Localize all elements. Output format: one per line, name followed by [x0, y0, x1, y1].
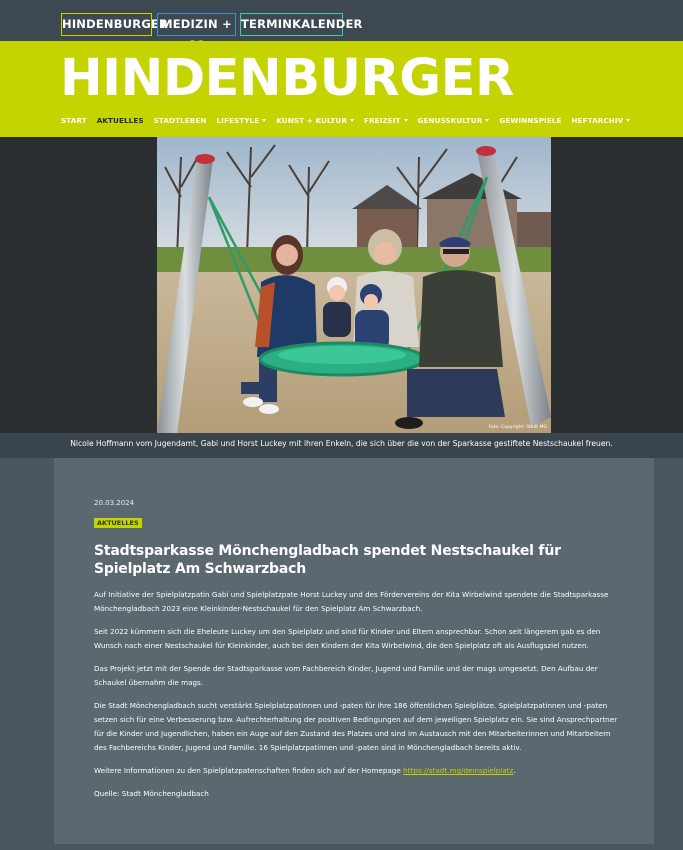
nav-item-start[interactable] — [61, 116, 87, 128]
article-title: Stadtsparkasse Mönchengladbach spendet Nestschaukel für Spielplatz Am Schwarzbach — [94, 543, 561, 577]
nav-label: STADTLEBEN — [153, 116, 207, 125]
nav-label: START — [61, 116, 87, 125]
hero-photo — [157, 137, 551, 433]
chevron-down-icon — [262, 119, 266, 122]
site-logo[interactable]: HINDENBURGER — [60, 49, 514, 108]
nav-item-lifestyle[interactable] — [217, 116, 267, 128]
nav-label: GENUSSKULTUR — [417, 116, 483, 125]
info-paragraph — [94, 764, 624, 778]
nav-item-kunst-kultur[interactable] — [276, 116, 354, 128]
caption-bar — [0, 433, 683, 458]
nav-item-freizeit[interactable] — [364, 116, 408, 128]
nav-label: KUNST + KULTUR — [276, 116, 347, 125]
nav-label: HEFTARCHIV — [571, 116, 624, 125]
chevron-down-icon — [485, 119, 489, 122]
photo-credit: Foto: Copyright: Stadt MG — [488, 425, 547, 430]
paragraph: Seit 2022 kümmern sich die Eheleute Luckey um den Spielplatz und sind für Kinder und Eltern ansprechbar. Schon seit längerem gab es den Wunsch nach einer Nestschaukel für Kleinkinder, auch bei den Kindern der Kita Wirbelwind, die den Spielplatz oft als Ausflugsziel nutzen. — [94, 627, 601, 650]
nav-item-genusskultur[interactable] — [418, 116, 490, 128]
tab-terminkalender[interactable]: TERMINKALENDER — [240, 13, 343, 36]
paragraph: Das Projekt jetzt mit der Spende der Stadtsparkasse vom Fachbereich Kinder, Jugend und Familie und der mags umgesetzt. Den Aufbau der Schaukel übernahm die mags. — [94, 664, 598, 687]
homepage-link[interactable]: https://stadt.mg/deinspielplatz — [403, 766, 514, 775]
chevron-down-icon — [350, 119, 354, 122]
nav-item-stadtleben[interactable] — [154, 116, 207, 128]
info-text: Weitere Informationen zu den Spielplatzpatenschaften finden sich auf der Homepage — [94, 766, 404, 775]
category-badge[interactable]: AKTUELLES — [94, 518, 142, 528]
source-line: Quelle: Stadt Mönchengladbach — [94, 789, 209, 798]
paragraph: Auf Initiative der Spielplatzpatin Gabi und Spielplatzpate Horst Luckey und des Fördervereins der Kita Wirbelwind spendete die Stadtsparkasse Mönchengladbach 2023 eine Kleinkinder-Nestschaukel für den Spielplatz Am Schwarzbach. — [94, 590, 609, 613]
article-body — [94, 588, 624, 810]
nav-label: GEWINNSPIELE — [499, 116, 562, 125]
paragraph: Die Stadt Mönchengladbach sucht verstärkt Spielplatzpatinnen und -paten für ihre 186 öffentlichen Spielplätze. Spielplatzpatinnen und -paten setzen sich für eine Verbesserung bzw. Aufrechterhaltung der positiven Bedingungen auf dem jeweiligen Spielplatz ein. Sie sind Ansprechpartner für die Kinder und Jugendlichen, haben ein Auge auf den Zustand des Platzes und sind im Austausch mit den Mitarbeiterinnen und Mitarbeitern des Fachbereichs Kinder, Jugend und Familie. 16 Spielplatzpatinnen und -paten sind in Mönchengladbach bereits aktiv. — [94, 701, 618, 752]
info-suffix: . — [513, 766, 516, 775]
site-header — [0, 41, 683, 137]
article-date: 20.03.2024 — [94, 499, 135, 507]
playground-photo-illustration — [157, 137, 551, 433]
chevron-down-icon — [626, 119, 630, 122]
main-nav — [61, 116, 640, 128]
nav-label: FREIZEIT — [364, 116, 401, 125]
nav-item-gewinnspiele[interactable] — [499, 116, 561, 128]
chevron-down-icon — [404, 119, 408, 122]
nav-label: LIFESTYLE — [216, 116, 260, 125]
tab-hindenburger[interactable]: HINDENBURGER — [61, 13, 152, 36]
nav-item-aktuelles[interactable] — [97, 116, 144, 128]
image-caption: Nicole Hoffmann vom Jugendamt, Gabi und Horst Luckey mit ihren Enkeln, die sich über die von der Sparkasse gestiftete Nestschaukel freuen. — [70, 439, 613, 448]
nav-item-heftarchiv[interactable] — [572, 116, 631, 128]
article-card — [54, 458, 654, 844]
tab-medizin-co[interactable]: MEDIZIN + — [157, 13, 236, 36]
nav-label: AKTUELLES — [96, 116, 144, 125]
top-bar — [0, 0, 683, 41]
